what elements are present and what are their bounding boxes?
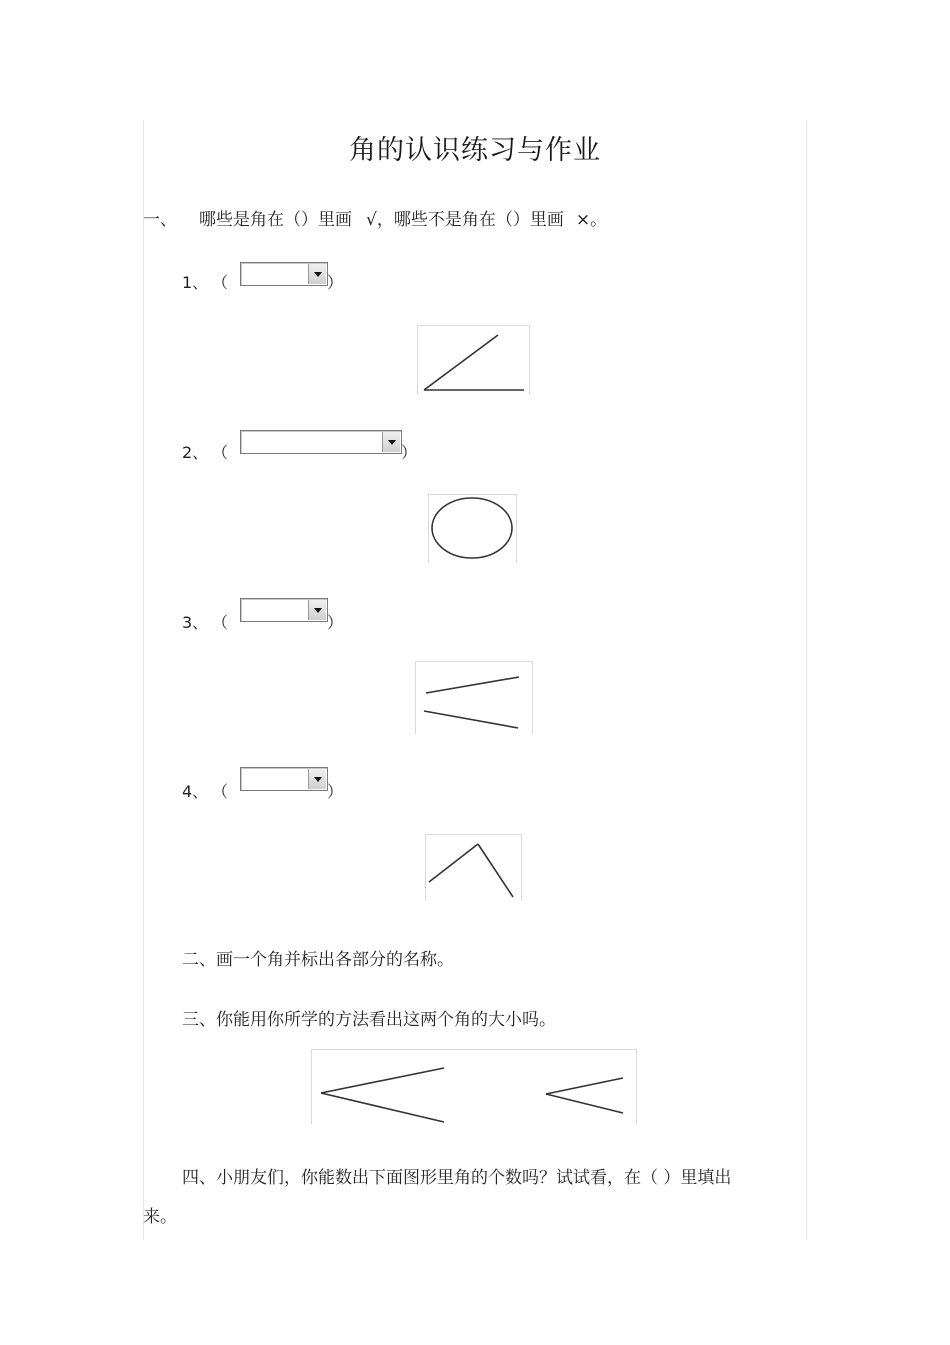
item-2-open-paren: （ xyxy=(212,443,229,462)
chevron-down-icon[interactable] xyxy=(382,432,400,452)
item-4-figure-angle xyxy=(425,834,522,901)
item-2-number: 2、 xyxy=(182,443,209,462)
two-angles-drawing xyxy=(312,1050,636,1124)
item-3-answer-select[interactable] xyxy=(240,598,328,622)
cross-mark: ×。 xyxy=(575,210,608,230)
check-mark: √ xyxy=(366,210,377,230)
item-2-answer-select[interactable] xyxy=(240,430,402,454)
item-4-answer-select[interactable] xyxy=(240,767,328,791)
q4-text-line2: 来。 xyxy=(143,1207,177,1227)
q1-number: 一、 xyxy=(143,210,177,230)
item-3-number: 3、 xyxy=(182,613,209,632)
item-1-open-paren: （ xyxy=(212,273,229,292)
acute-angle-drawing xyxy=(418,326,529,394)
chevron-down-icon[interactable] xyxy=(308,264,326,284)
item-1-answer-select[interactable] xyxy=(240,262,328,286)
item-3-open-paren: （ xyxy=(212,613,229,632)
q2-text: 二、画一个角并标出各部分的名称。 xyxy=(182,950,454,970)
q1-text-part2: ，哪些不是角在（）里画 xyxy=(376,210,564,230)
right-margin-line xyxy=(806,120,807,1240)
item-3-figure-open-lines xyxy=(415,661,533,734)
item-4-number: 4、 xyxy=(182,782,209,801)
item-1-close-paren: ） xyxy=(327,273,344,292)
obtuse-angle-drawing xyxy=(426,835,521,901)
chevron-down-icon[interactable] xyxy=(308,600,326,620)
q1-text-part1: 哪些是角在（）里画 xyxy=(199,210,352,230)
page-title: 角的认识练习与作业 xyxy=(349,135,601,166)
item-4-close-paren: ） xyxy=(327,782,344,801)
circle-drawing xyxy=(429,495,516,563)
item-4-open-paren: （ xyxy=(212,782,229,801)
q3-text: 三、你能用你所学的方法看出这两个角的大小吗。 xyxy=(182,1010,556,1030)
item-2-close-paren: ） xyxy=(401,443,418,462)
separated-lines-drawing xyxy=(416,662,532,734)
q1-heading xyxy=(143,205,607,230)
q4-text-line1: 四、小朋友们，你能数出下面图形里角的个数吗？试试看，在（ ）里填出 xyxy=(182,1168,732,1188)
q3-figure-two-angles xyxy=(311,1049,637,1124)
left-margin-line xyxy=(143,120,144,1240)
chevron-down-icon[interactable] xyxy=(308,769,326,789)
item-1-figure-acute-angle xyxy=(417,325,530,394)
item-1-number: 1、 xyxy=(182,273,209,292)
item-2-figure-circle xyxy=(428,494,517,563)
item-3-close-paren: ） xyxy=(327,613,344,632)
